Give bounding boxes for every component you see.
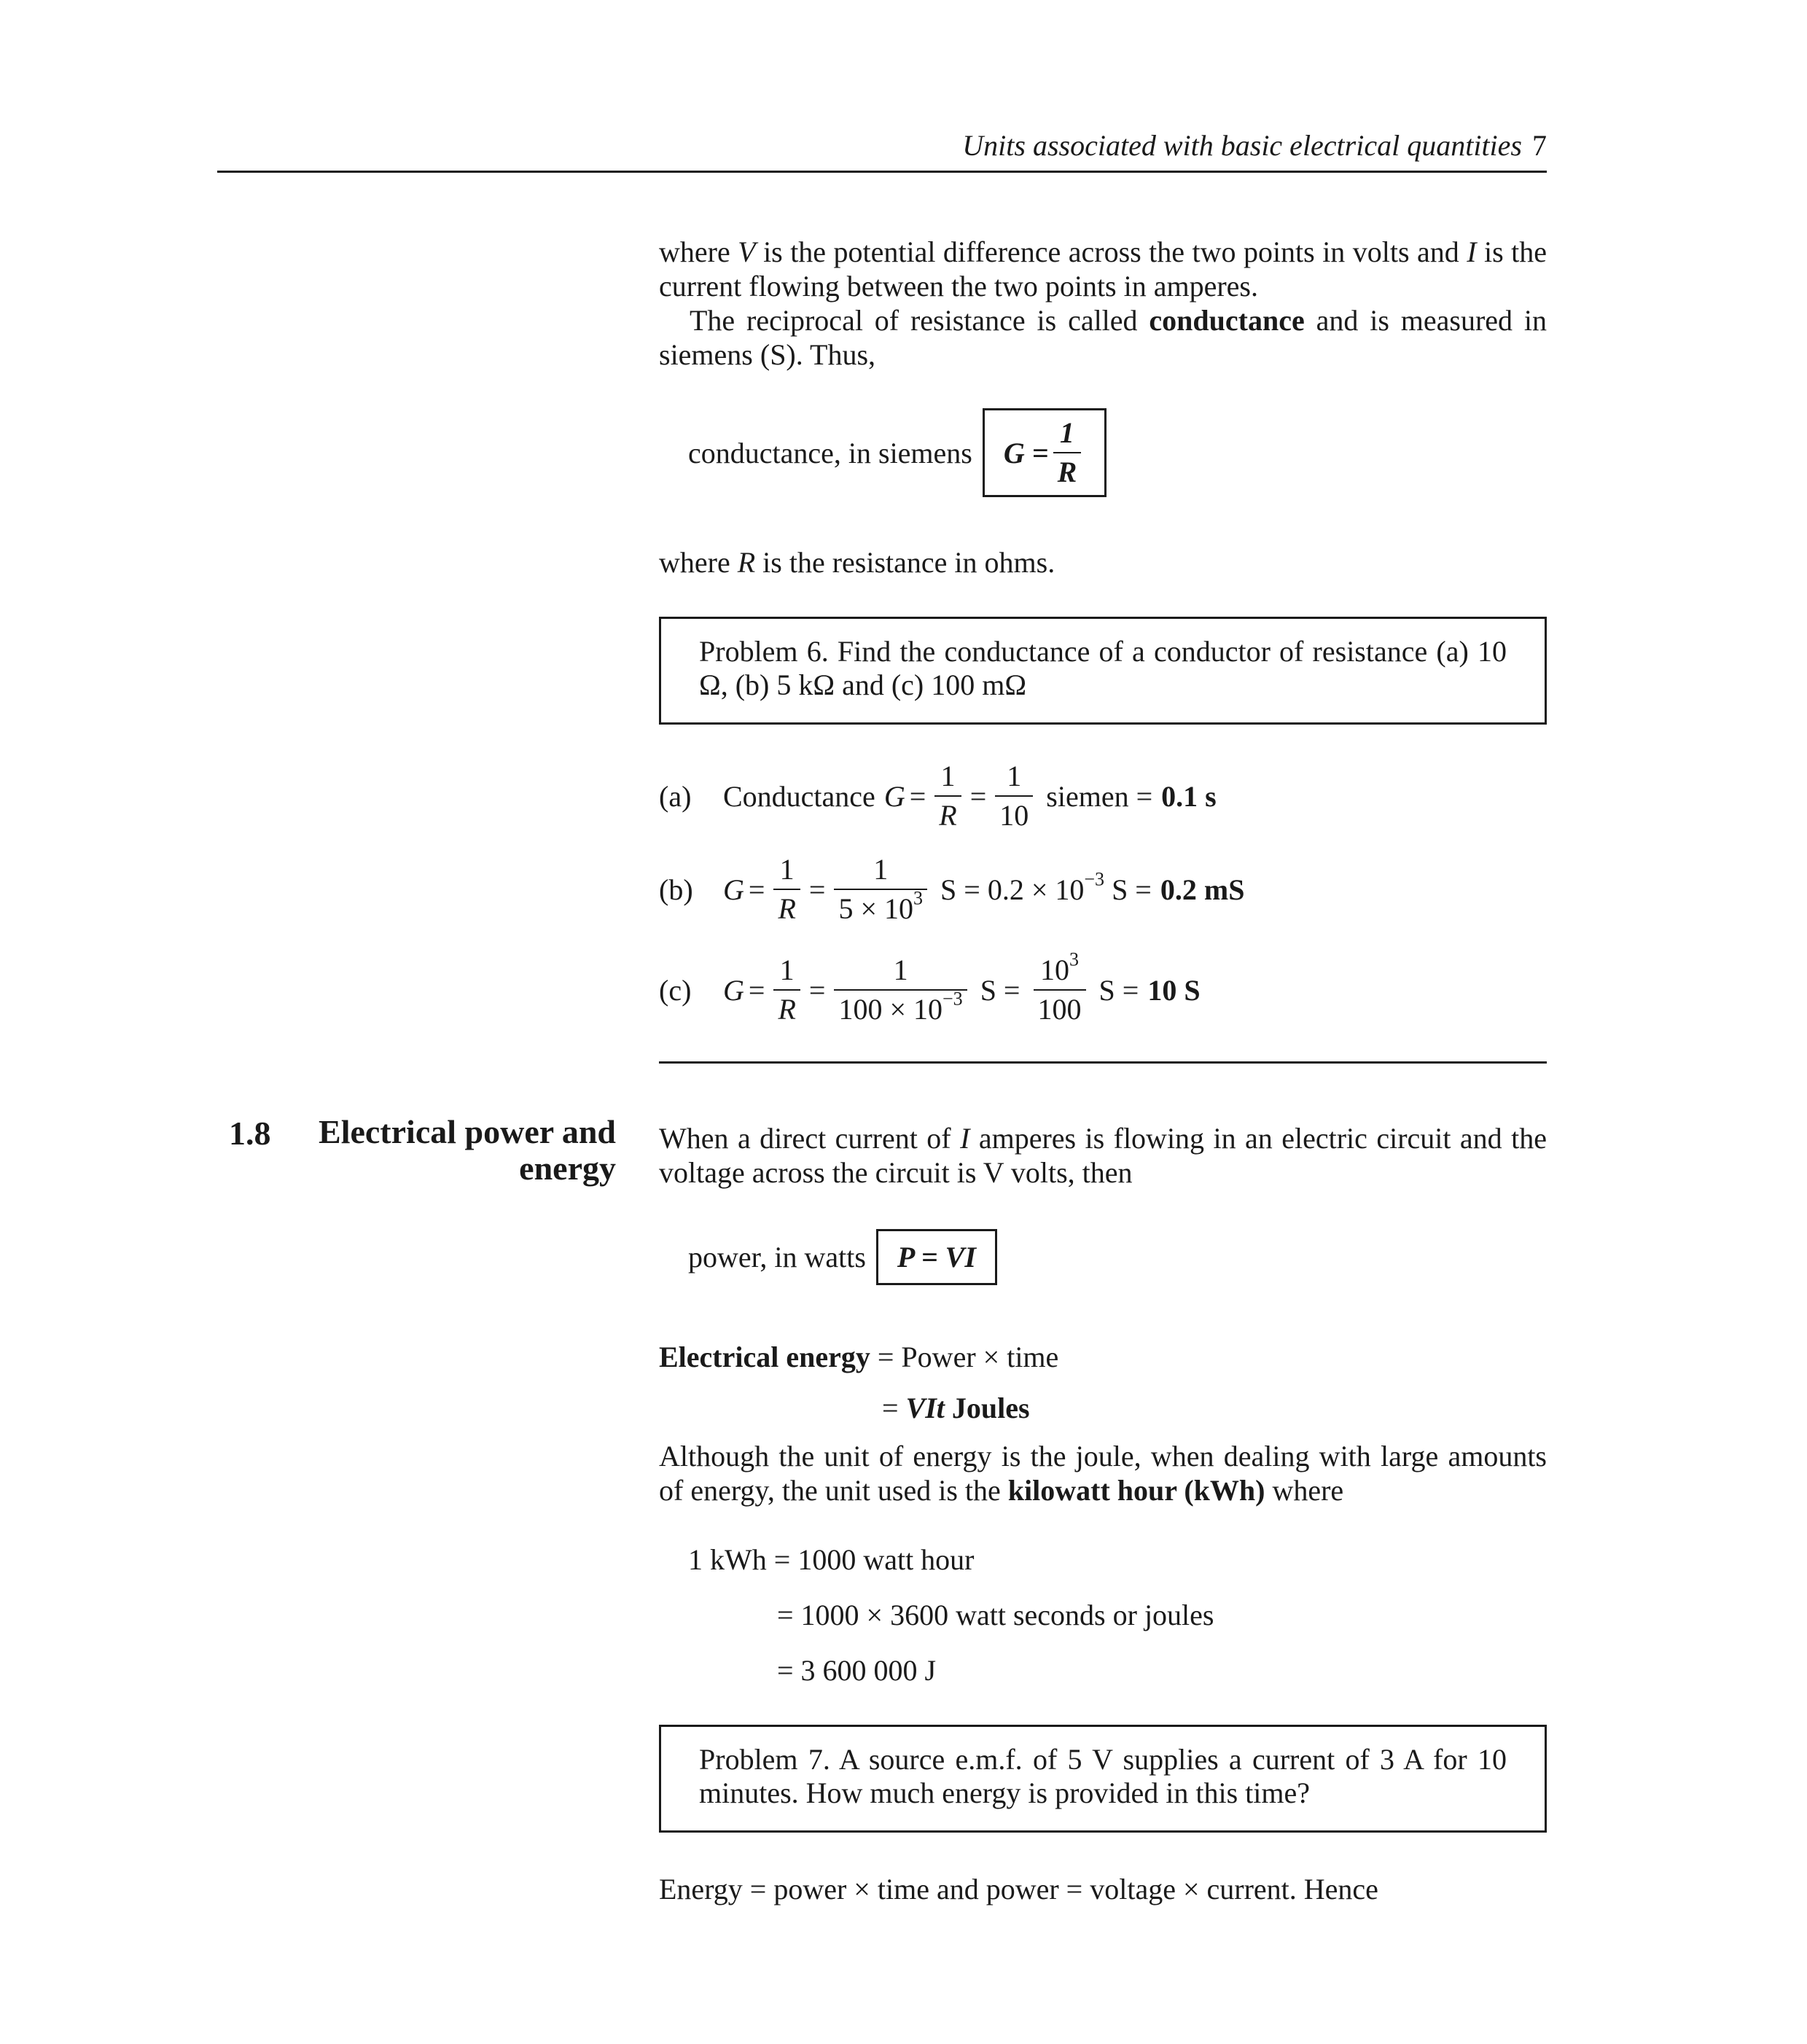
fraction-denominator (934, 795, 961, 831)
kwh-eq-line-1: 1 kWh = 1000 watt hour (688, 1543, 975, 1576)
fraction-denominator: R (1053, 452, 1082, 488)
power-label: power, in watts (688, 1241, 866, 1273)
text: amperes is flowing in an electric circuit and the voltage across the circuit is V volts, then (659, 1122, 1547, 1189)
equals: = (748, 873, 765, 906)
fraction (934, 761, 961, 831)
fraction-denominator (834, 989, 967, 1025)
equals: = (909, 779, 926, 813)
text: where (1265, 1474, 1344, 1507)
fraction-numerator: 1 (779, 853, 795, 886)
energy-line-2 (882, 1391, 1030, 1425)
section-divider-rule (659, 1061, 1547, 1064)
text: S = (980, 973, 1020, 1007)
fraction-numerator: 1 (779, 953, 795, 986)
answer: 0.1 s (1161, 779, 1217, 813)
symbol-g: G (723, 873, 744, 906)
symbol-vit: VIt (905, 1392, 945, 1424)
running-header (962, 128, 1547, 163)
where-r-line (659, 545, 1547, 580)
energy-line-1 (659, 1340, 1058, 1374)
section-number: 1.8 (229, 1115, 271, 1152)
text: Conductance (723, 779, 875, 813)
page-number: 7 (1532, 129, 1547, 162)
solution-6c (659, 948, 1201, 1026)
final-line: Energy = power × time and power = voltage × current. Hence (659, 1873, 1378, 1905)
fraction-numerator: 1 (893, 953, 908, 986)
part-label: (c) (659, 973, 692, 1007)
power-formula (688, 1229, 997, 1285)
equals: = (748, 973, 765, 1007)
fraction-numerator: 1 (1007, 760, 1022, 792)
symbol-r: R (737, 546, 756, 579)
fraction (773, 854, 800, 924)
solution-6a (659, 761, 1217, 831)
solution-6b (659, 854, 1244, 924)
text: where (659, 546, 738, 579)
equals: = (882, 1392, 906, 1424)
fraction-denominator (773, 989, 800, 1025)
symbol-v: V (738, 235, 756, 268)
power-box (876, 1229, 997, 1285)
part-label: (a) (659, 779, 692, 813)
fraction-numerator: 1 (1059, 416, 1074, 449)
problem-7-text: Problem 7. A source e.m.f. of 5 V supplies a current of 3 A for 10 minutes. How much energy is provided in this time? (699, 1743, 1507, 1809)
symbol-r: R (778, 993, 796, 1026)
fraction (834, 854, 927, 924)
intro-text: The reciprocal of resistance is called (690, 304, 1150, 337)
symbol-g: G (883, 779, 905, 813)
symbol-i: I (960, 1122, 970, 1155)
text: Although the unit of energy is the joule, when dealing with large amounts of energy, the unit used is the (659, 1440, 1547, 1507)
text: = Power × time (870, 1341, 1059, 1373)
exponent: −3 (1084, 868, 1105, 889)
formula-text: P = VI (897, 1241, 976, 1273)
symbol-g: G (723, 973, 744, 1007)
conductance-box (983, 408, 1107, 497)
running-title: Units associated with basic electrical quantities (962, 129, 1522, 162)
kwh-eq-line-3: = 3 600 000 J (777, 1654, 937, 1687)
answer: 0.2 mS (1160, 873, 1245, 906)
fraction (834, 955, 967, 1025)
symbol-i: I (1467, 235, 1477, 268)
symbol-r: R (778, 892, 796, 925)
problem-6-box (659, 617, 1547, 725)
intro-paragraph-2 (659, 303, 1547, 372)
exponent: −3 (942, 988, 963, 1010)
text: 10 (1040, 953, 1069, 986)
text: S = (1104, 873, 1152, 906)
kwh-paragraph (659, 1439, 1547, 1507)
text: siemen = (1046, 779, 1153, 813)
fraction (1034, 948, 1086, 1026)
exponent: 3 (1069, 948, 1079, 970)
header-rule (217, 171, 1547, 173)
fraction-denominator (773, 889, 800, 924)
text (940, 868, 1152, 907)
fraction-denominator: 10 (995, 795, 1033, 831)
unit-joules: Joules (944, 1392, 1030, 1424)
formula-lhs: G = (1003, 436, 1049, 469)
fraction-numerator: 1 (940, 760, 956, 792)
text: S = (1098, 973, 1139, 1007)
text: is the resistance in ohms. (755, 546, 1055, 579)
problem-6-text: Problem 6. Find the conductance of a conductor of resistance (a) 10 Ω, (b) 5 kΩ and (c) 100 mΩ (699, 635, 1507, 701)
fraction (773, 955, 800, 1025)
term-electrical-energy: Electrical energy (659, 1341, 870, 1373)
fraction-numerator (1036, 948, 1083, 989)
term-conductance: conductance (1149, 304, 1305, 337)
part-label: (b) (659, 873, 693, 906)
symbol-r: R (939, 799, 957, 832)
text: S = 0.2 × 10 (940, 873, 1085, 906)
intro-paragraph-1 (659, 235, 1547, 303)
fraction (1053, 418, 1082, 488)
intro-text: is the current flowing between the two points in amperes. (659, 235, 1548, 303)
equals: = (808, 873, 826, 906)
fraction-denominator (834, 889, 927, 924)
text: 5 × 10 (838, 892, 914, 925)
intro-text: where (659, 235, 738, 268)
term-kwh: kilowatt hour (kWh) (1007, 1474, 1265, 1507)
exponent: 3 (913, 887, 924, 909)
fraction (995, 761, 1033, 831)
fraction-numerator: 1 (873, 853, 889, 886)
equals: = (808, 973, 826, 1007)
text: When a direct current of (659, 1122, 961, 1155)
conductance-label: conductance, in siemens (688, 436, 972, 469)
section-title: Electrical power and energy (319, 1113, 616, 1187)
kwh-eq-line-2: = 1000 × 3600 watt seconds or joules (777, 1599, 1214, 1631)
equals: = (969, 779, 987, 813)
fraction-denominator: 100 (1034, 989, 1086, 1025)
conductance-formula (688, 408, 1107, 497)
answer: 10 S (1147, 973, 1201, 1007)
problem-7-box (659, 1725, 1547, 1833)
intro-text: and is measured in siemens (S). Thus, (659, 304, 1547, 371)
text: 100 × 10 (838, 993, 943, 1026)
power-intro-paragraph (659, 1121, 1547, 1190)
intro-text: is the potential difference across the two points in volts and (755, 235, 1467, 268)
